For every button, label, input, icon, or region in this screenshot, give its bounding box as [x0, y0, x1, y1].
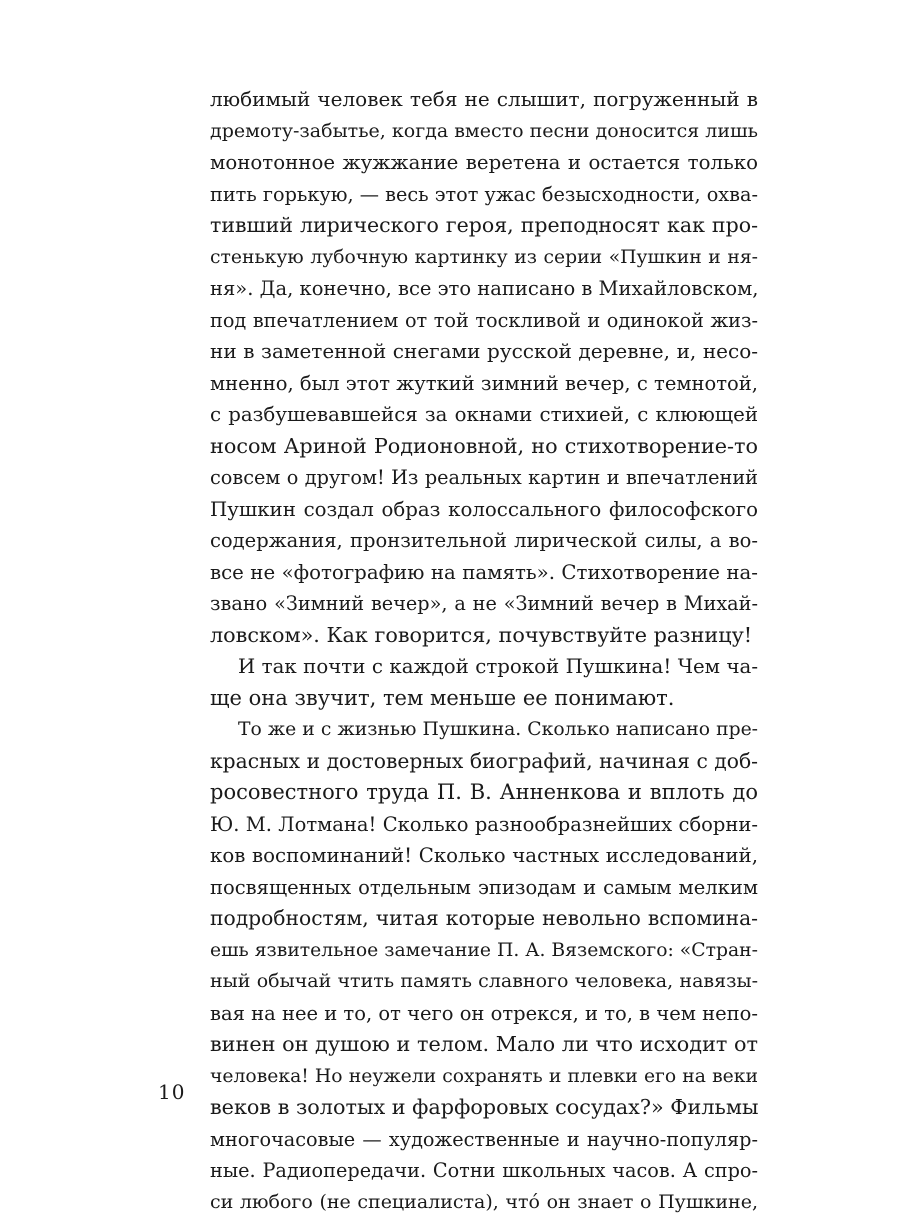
text-line: То же и с жизнью Пушкина. Сколько написано пре-: [210, 714, 758, 746]
text-line: совсем о другом! Из реальных картин и впечатлений: [210, 462, 758, 494]
text-line: ные. Радиопередачи. Сотни школьных часов. А спро-: [210, 1155, 758, 1187]
text-line: носом Ариной Родионовной, но стихотворение-то: [210, 431, 758, 463]
text-line: росовестного труда П. В. Анненкова и вплоть до: [210, 777, 758, 809]
body-text: [210, 84, 758, 1218]
text-line: си любого (не специалиста), чтó он знает о Пушкине,: [210, 1187, 758, 1218]
text-line: стенькую лубочную картинку из серии «Пушкин и ня-: [210, 242, 758, 274]
text-line: ный обычай чтить память славного человека, навязы-: [210, 966, 758, 998]
text-line: ни в заметенной снегами русской деревне, и, несо-: [210, 336, 758, 368]
text-line: звано «Зимний вечер», а не «Зимний вечер в Михай-: [210, 588, 758, 620]
text-line: тивший лирического героя, преподносят как про-: [210, 210, 758, 242]
text-line: красных и достоверных биографий, начиная с доб-: [210, 746, 758, 778]
text-line: содержания, пронзительной лирической силы, а во-: [210, 525, 758, 557]
text-line: Пушкин создал образ колоссального философского: [210, 494, 758, 526]
text-line: монотонное жужжание веретена и остается только: [210, 147, 758, 179]
text-line: под впечатлением от той тоскливой и одинокой жиз-: [210, 305, 758, 337]
text-line: человека! Но неужели сохранять и плевки его на веки: [210, 1061, 758, 1093]
text-line: ловском». Как говорится, почувствуйте разницу!: [210, 620, 758, 652]
text-line: мненно, был этот жуткий зимний вечер, с темнотой,: [210, 368, 758, 400]
text-line: ешь язвительное замечание П. А. Вяземского: «Стран-: [210, 935, 758, 967]
text-line: веков в золотых и фарфоровых сосудах?» Фильмы: [210, 1092, 758, 1124]
text-line: все не «фотографию на память». Стихотворение на-: [210, 557, 758, 589]
text-line: многочасовые — художественные и научно-популяр-: [210, 1124, 758, 1156]
text-line: Ю. М. Лотмана! Сколько разнообразнейших сборни-: [210, 809, 758, 841]
text-line: с разбушевавшейся за окнами стихией, с клюющей: [210, 399, 758, 431]
text-line: ще она звучит, тем меньше ее понимают.: [210, 683, 758, 715]
text-line: ня». Да, конечно, все это написано в Михайловском,: [210, 273, 758, 305]
text-line: ков воспоминаний! Сколько частных исследований,: [210, 840, 758, 872]
text-line: пить горькую, — весь этот ужас безысходности, охва-: [210, 179, 758, 211]
page-number: 10: [158, 1080, 185, 1104]
text-line: посвященных отдельным эпизодам и самым мелким: [210, 872, 758, 904]
text-line: любимый человек тебя не слышит, погруженный в: [210, 84, 758, 116]
text-line: винен он душою и телом. Мало ли что исходит от: [210, 1029, 758, 1061]
text-line: подробностям, читая которые невольно вспомина-: [210, 903, 758, 935]
text-line: вая на нее и то, от чего он отрекся, и то, в чем непо-: [210, 998, 758, 1030]
text-line: дремоту-забытье, когда вместо песни доносится лишь: [210, 116, 758, 148]
text-line: И так почти с каждой строкой Пушкина! Чем ча-: [210, 651, 758, 683]
